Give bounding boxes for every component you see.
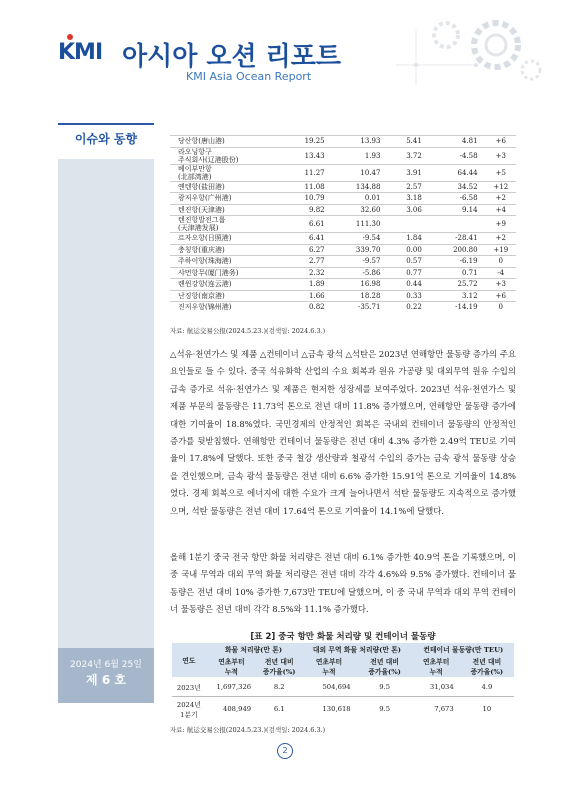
value-cell: -9.54 <box>333 233 389 245</box>
value-cell: 2.57 <box>388 181 429 193</box>
rank-change-cell: +2 <box>486 193 516 205</box>
port-name-cell: 진저우항(锦州港) <box>170 302 284 313</box>
kmi-logo <box>58 40 102 65</box>
value-cell <box>430 216 486 233</box>
port-name-cell: 베이부만항 (北部湾港) <box>170 164 284 181</box>
port-name-cell: 충칭항(重庆港) <box>170 244 284 256</box>
table-row <box>170 290 516 302</box>
value-cell: 3.91 <box>388 164 429 181</box>
value-cell: 10.47 <box>333 164 389 181</box>
value-cell: 31,034 <box>413 678 460 697</box>
value-cell: 339.70 <box>333 244 389 256</box>
table-subheader: 연초부터 누적 <box>413 655 460 678</box>
rank-change-cell: +5 <box>486 164 516 181</box>
value-cell: 6.41 <box>284 233 333 245</box>
port-name-cell: 난징항(南京港) <box>170 290 284 302</box>
value-cell: 408,949 <box>206 697 257 722</box>
value-cell: 9.14 <box>430 204 486 216</box>
table-header-year: 연도 <box>172 643 206 678</box>
port-name-cell: 주하이항(珠海港) <box>170 256 284 268</box>
value-cell: 4.81 <box>430 136 486 148</box>
rank-change-cell: +19 <box>486 244 516 256</box>
value-cell <box>388 216 429 233</box>
value-cell: 19.25 <box>284 136 333 148</box>
table-row <box>170 233 516 245</box>
port-name-cell: 옌텐항(盐田港) <box>170 181 284 193</box>
table1-source: 자료: 航运交易公报(2024.5.23.)(검색일: 2024.6.3.) <box>170 327 326 335</box>
value-cell: 9.5 <box>357 678 413 697</box>
table-row <box>170 164 516 181</box>
value-cell: 32.60 <box>333 204 389 216</box>
value-cell: 1.89 <box>284 279 333 291</box>
table-subheader: 연초부터 누적 <box>206 655 257 678</box>
rank-change-cell: +9 <box>486 216 516 233</box>
value-cell: 9.82 <box>284 204 333 216</box>
rank-change-cell: +3 <box>486 279 516 291</box>
value-cell: 0.00 <box>388 244 429 256</box>
value-cell: 2.32 <box>284 267 333 279</box>
value-cell: 18.28 <box>333 290 389 302</box>
table-subheader: 전년 대비 증가율(%) <box>257 655 301 678</box>
value-cell: -6.58 <box>430 193 486 205</box>
body-paragraph-1: △석유·천연가스 및 제품 △컨테이너 △금속 광석 △석탄은 2023년 연해항만 물동량 증가의 주요 요인들로 들 수 있다. 중국 석유화학 산업의 수요 회복과 원유 가공량 및 대외무역 원유 수입의 급속 증가로 석유·천연가스 및 제품은 현저한 성장세를 보여주었다. 2023년 석유·천연가스 및 제품 부문의 물동량은 11.73억 톤으로 전년 대비 11.8% 증가했으며, 연해항만 물동량 증가에 대한 기여율이 18.8%였다. 국민경제의 안정적인 회복은 국내외 컨테이너 물동량의 안정적인 증가를 뒷받침했다. 연해항만 컨테이너 물동량은 전년 대비 4.3% 증가한 2.49억 TEU로 기여율이 17.8%에 달했다. 또한 중국 철강 생산량과 철광석 수입의 증가는 금속 광석 물동량 상승을 견인했으며, 금속 광석 물동량은 전년 대비 6.6% 증가한 15.91억 톤으로 기여율이 14.8%였다. 경제 회복으로 에너지에 대한 수요가 크게 늘어나면서 석탄 물동량도 지속적으로 증가했으며, 석탄 물동량은 전년 대비 17.64억 톤으로 기여율이 14.1%에 달했다. <box>170 349 516 516</box>
rank-change-cell: +3 <box>486 147 516 164</box>
table-row <box>170 267 516 279</box>
value-cell: 11.27 <box>284 164 333 181</box>
port-name-cell: 라오닝항구 주식회사(辽港股份) <box>170 147 284 164</box>
value-cell: 10 <box>460 697 514 722</box>
value-cell: 6.61 <box>284 216 333 233</box>
table-row <box>170 244 516 256</box>
value-cell: 2.77 <box>284 256 333 268</box>
table-row <box>170 193 516 205</box>
value-cell: 0.22 <box>388 302 429 313</box>
report-subtitle: KMI Asia Ocean Report <box>186 70 312 83</box>
value-cell: -9.57 <box>333 256 389 268</box>
port-name-cell: 샤먼항무(厦门港务) <box>170 267 284 279</box>
sidebar <box>58 123 154 703</box>
value-cell: 13.93 <box>333 136 389 148</box>
value-cell: 0.44 <box>388 279 429 291</box>
rank-change-cell: +12 <box>486 181 516 193</box>
rank-change-cell: +6 <box>486 136 516 148</box>
cargo-throughput-table <box>172 643 514 721</box>
value-cell: 3.72 <box>388 147 429 164</box>
rank-change-cell: +4 <box>486 204 516 216</box>
rank-change-cell: +2 <box>486 233 516 245</box>
value-cell: 0.82 <box>284 302 333 313</box>
section-title: 이슈와 동향 <box>74 132 138 146</box>
value-cell: 0.33 <box>388 290 429 302</box>
table-row <box>170 216 516 233</box>
rank-change-cell: 0 <box>486 256 516 268</box>
table-row <box>170 181 516 193</box>
value-cell: 8.2 <box>257 678 301 697</box>
table-row <box>170 136 516 148</box>
year-cell: 2024년 1분기 <box>172 697 206 722</box>
table-row <box>170 279 516 291</box>
port-name-cell: 텐진항(天津港) <box>170 204 284 216</box>
gear-decoration-icon <box>376 10 546 90</box>
report-title: 아시아 오션 리포트 <box>122 42 342 72</box>
table-header-group: 컨테이너 물동량(만 TEU) <box>413 643 514 655</box>
rank-change-cell: +6 <box>486 290 516 302</box>
value-cell: 1.93 <box>333 147 389 164</box>
table-row <box>170 204 516 216</box>
report-header <box>0 0 566 95</box>
value-cell: 11.08 <box>284 181 333 193</box>
table-subheader: 전년 대비 증가율(%) <box>357 655 413 678</box>
value-cell: 200.80 <box>430 244 486 256</box>
port-name-cell: 텐진항발전그룹 (天津港发展) <box>170 216 284 233</box>
value-cell: 0.01 <box>333 193 389 205</box>
issue-date: 2024년 6월 25일 <box>70 660 142 670</box>
value-cell: 10.79 <box>284 193 333 205</box>
value-cell: 504,694 <box>301 678 356 697</box>
value-cell: -28.41 <box>430 233 486 245</box>
value-cell: -4.58 <box>430 147 486 164</box>
value-cell: 25.72 <box>430 279 486 291</box>
logo-text: KMI <box>58 40 103 65</box>
table2-source: 자료: 航运交易公报(2024.5.23.)(검색일: 2024.6.3.) <box>170 726 326 734</box>
value-cell: 16.98 <box>333 279 389 291</box>
table-row <box>172 678 514 697</box>
port-ranking-table <box>170 135 516 313</box>
value-cell: 1.66 <box>284 290 333 302</box>
value-cell: 130,618 <box>301 697 356 722</box>
value-cell: 134.88 <box>333 181 389 193</box>
port-name-cell: 광저우항(广州港) <box>170 193 284 205</box>
port-name-cell: 당산항(唐山港) <box>170 136 284 148</box>
table-subheader: 전년 대비 증가율(%) <box>460 655 514 678</box>
table-row <box>170 147 516 164</box>
value-cell: 13.43 <box>284 147 333 164</box>
page-number: 2 <box>277 743 293 759</box>
value-cell: 0.71 <box>430 267 486 279</box>
table-row <box>170 256 516 268</box>
table-subheader: 연초부터 누적 <box>301 655 356 678</box>
value-cell: 6.1 <box>257 697 301 722</box>
value-cell: -35.71 <box>333 302 389 313</box>
logo-dot-icon <box>67 34 73 40</box>
value-cell: 4.9 <box>460 678 514 697</box>
value-cell: 1,697,326 <box>206 678 257 697</box>
rank-change-cell: 0 <box>486 302 516 313</box>
body-paragraph-2: 올해 1분기 중국 전국 항만 화물 처리량은 전년 대비 6.1% 증가한 40.9억 톤을 기록했으며, 이중 국내 무역과 대외 무역 화물 처리량은 전년 대비 각각 4.6%와 9.5% 증가했다. 컨테이너 물동량은 전년 대비 10% 증가한 7,673만 TEU에 달했으며, 이 중 국내 무역과 대외 무역 컨테이너 물동량은 전년 대비 각각 8.5%와 11.1% 증가했다. <box>170 552 516 615</box>
port-name-cell: 롄윈강항(连云港) <box>170 279 284 291</box>
value-cell: -6.19 <box>430 256 486 268</box>
value-cell: 7,673 <box>413 697 460 722</box>
value-cell: -5.86 <box>333 267 389 279</box>
value-cell: 0.77 <box>388 267 429 279</box>
value-cell: 111.30 <box>333 216 389 233</box>
value-cell: 34.52 <box>430 181 486 193</box>
table-header-group: 화물 처리량(만 톤) <box>206 643 302 655</box>
value-cell: 64.44 <box>430 164 486 181</box>
value-cell: 3.18 <box>388 193 429 205</box>
table-row <box>170 302 516 313</box>
value-cell: 3.12 <box>430 290 486 302</box>
issue-number: 제 6 호 <box>86 673 126 687</box>
value-cell: 1.84 <box>388 233 429 245</box>
table2-title: [표 2] 중국 항만 화물 처리량 및 컨테이너 물동량 <box>250 632 436 642</box>
value-cell: 5.41 <box>388 136 429 148</box>
value-cell: 9.5 <box>357 697 413 722</box>
rank-change-cell: -4 <box>486 267 516 279</box>
value-cell: 6.27 <box>284 244 333 256</box>
year-cell: 2023년 <box>172 678 206 697</box>
port-name-cell: 르자오항(日照港) <box>170 233 284 245</box>
value-cell: 3.06 <box>388 204 429 216</box>
value-cell: -14.19 <box>430 302 486 313</box>
table-row <box>172 697 514 722</box>
table-header-group: 대외 무역 화물 처리량(만 톤) <box>301 643 412 655</box>
value-cell: 0.57 <box>388 256 429 268</box>
